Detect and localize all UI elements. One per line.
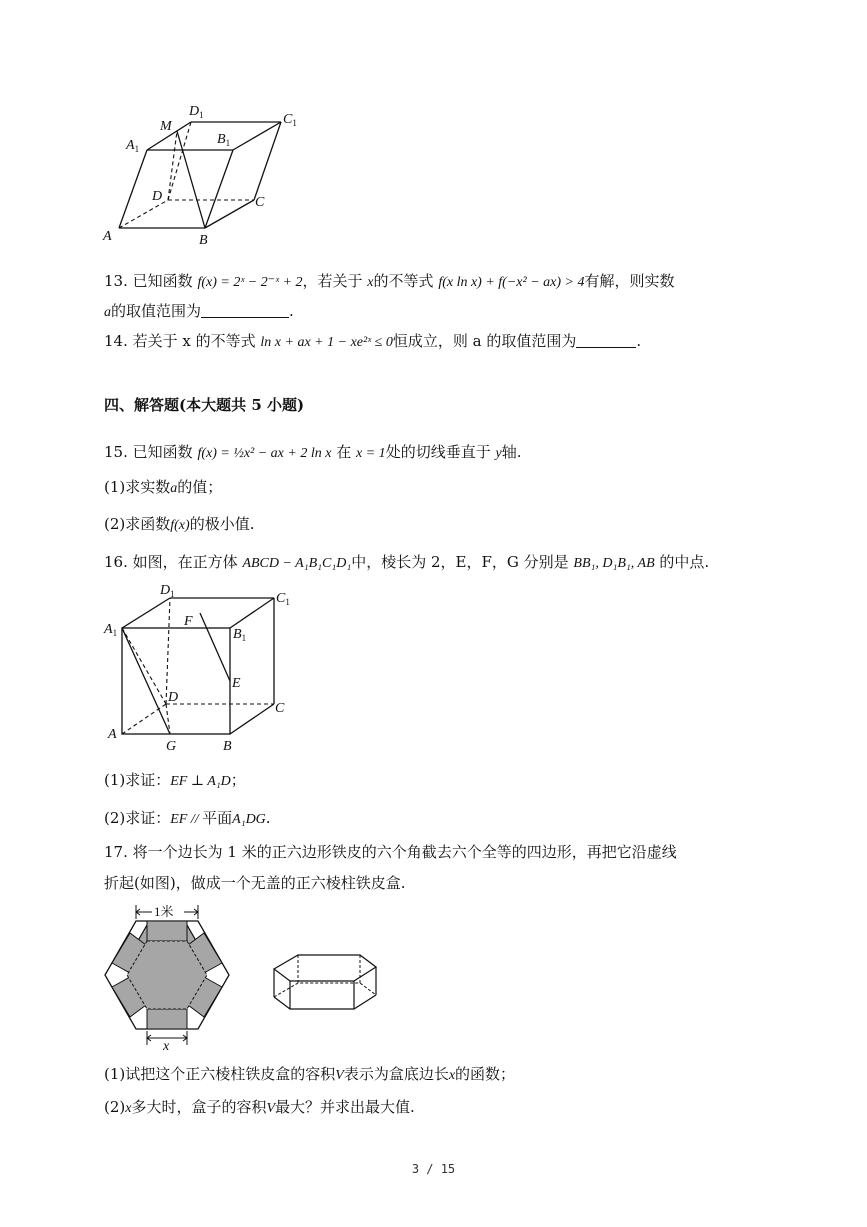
q17-part2: (2)x多大时，盒子的容积V最大？并求出最大值. bbox=[104, 1098, 415, 1116]
q17-line2: 折起(如图)，做成一个无盖的正六棱柱铁皮盒. bbox=[104, 874, 406, 892]
dimension-label-x: x bbox=[163, 1039, 170, 1051]
label-C: C bbox=[255, 195, 265, 210]
q13-line2: a的取值范围为 . bbox=[104, 302, 294, 320]
q16-part2: (2)求证：EF // 平面A₁DG. bbox=[104, 809, 271, 827]
page-number: 3 / 15 bbox=[411, 1162, 456, 1176]
label-D: D bbox=[152, 189, 163, 204]
q16-stem: 16. 如图，在正方体 ABCD − A₁B₁C₁D₁中，棱长为 2，E，F，G 分别是 BB₁, D₁B₁, AB 的中点. bbox=[104, 553, 710, 571]
label-G: G bbox=[166, 739, 177, 754]
q15-part2: (2)求函数f(x)的极小值. bbox=[104, 515, 255, 533]
answer-blank bbox=[576, 333, 636, 348]
label-B1: $B_1$ bbox=[233, 627, 247, 643]
q16-part1: (1)求证：EF ⊥ A₁D； bbox=[104, 771, 246, 789]
q17-line1: 17. 将一个边长为 1 米的正六边形铁皮的六个角截去六个全等的四边形，再把它沿虚线 bbox=[104, 843, 677, 861]
q14-line: 14. 若关于 x 的不等式 ln x + ax + 1 − xe²ˣ ≤ 0恒成立，则 a 的取值范围为 . bbox=[104, 332, 642, 350]
label-C1: $C_1$ bbox=[283, 112, 297, 128]
label-A: A bbox=[108, 727, 117, 742]
q17-part1: (1)试把这个正六棱柱铁皮盒的容积V表示为盒底边长x的函数； bbox=[104, 1065, 516, 1083]
q15-stem: 15. 已知函数 f(x) = ½x² − ax + 2 ln x 在 x = 1处的切线垂直于 y轴. bbox=[104, 443, 522, 461]
cube-figure bbox=[100, 578, 310, 758]
label-C: C bbox=[275, 701, 285, 716]
label-D: D bbox=[168, 690, 179, 705]
section-heading: 四、解答题(本大题共 5 小题) bbox=[104, 396, 305, 414]
label-B: B bbox=[199, 233, 208, 248]
label-C1: $C_1$ bbox=[276, 591, 290, 607]
label-B1: $B_1$ bbox=[217, 132, 231, 148]
label-D1: $D_1$ bbox=[160, 583, 175, 599]
answer-blank bbox=[201, 303, 289, 318]
q15-part1: (1)求实数a的值； bbox=[104, 478, 223, 496]
label-A: A bbox=[103, 229, 112, 244]
label-B: B bbox=[223, 739, 232, 754]
dimension-label-top: 1米 bbox=[154, 904, 174, 919]
parallelepiped-figure bbox=[95, 98, 315, 248]
q13-line1: 13. 已知函数 f(x) = 2ˣ − 2⁻ˣ + 2，若关于 x的不等式 f(x ln x) + f(−x² − ax) > 4有解，则实数 bbox=[104, 272, 675, 290]
label-M: M bbox=[160, 119, 172, 134]
hexagonal-box-figure bbox=[268, 945, 383, 1015]
label-A1: $A_1$ bbox=[104, 622, 118, 638]
label-A1: $A_1$ bbox=[126, 138, 140, 154]
label-F: F bbox=[184, 614, 193, 629]
hexagon-net-figure bbox=[100, 897, 240, 1051]
label-D1: $D_1$ bbox=[189, 104, 204, 120]
label-E: E bbox=[232, 676, 241, 691]
